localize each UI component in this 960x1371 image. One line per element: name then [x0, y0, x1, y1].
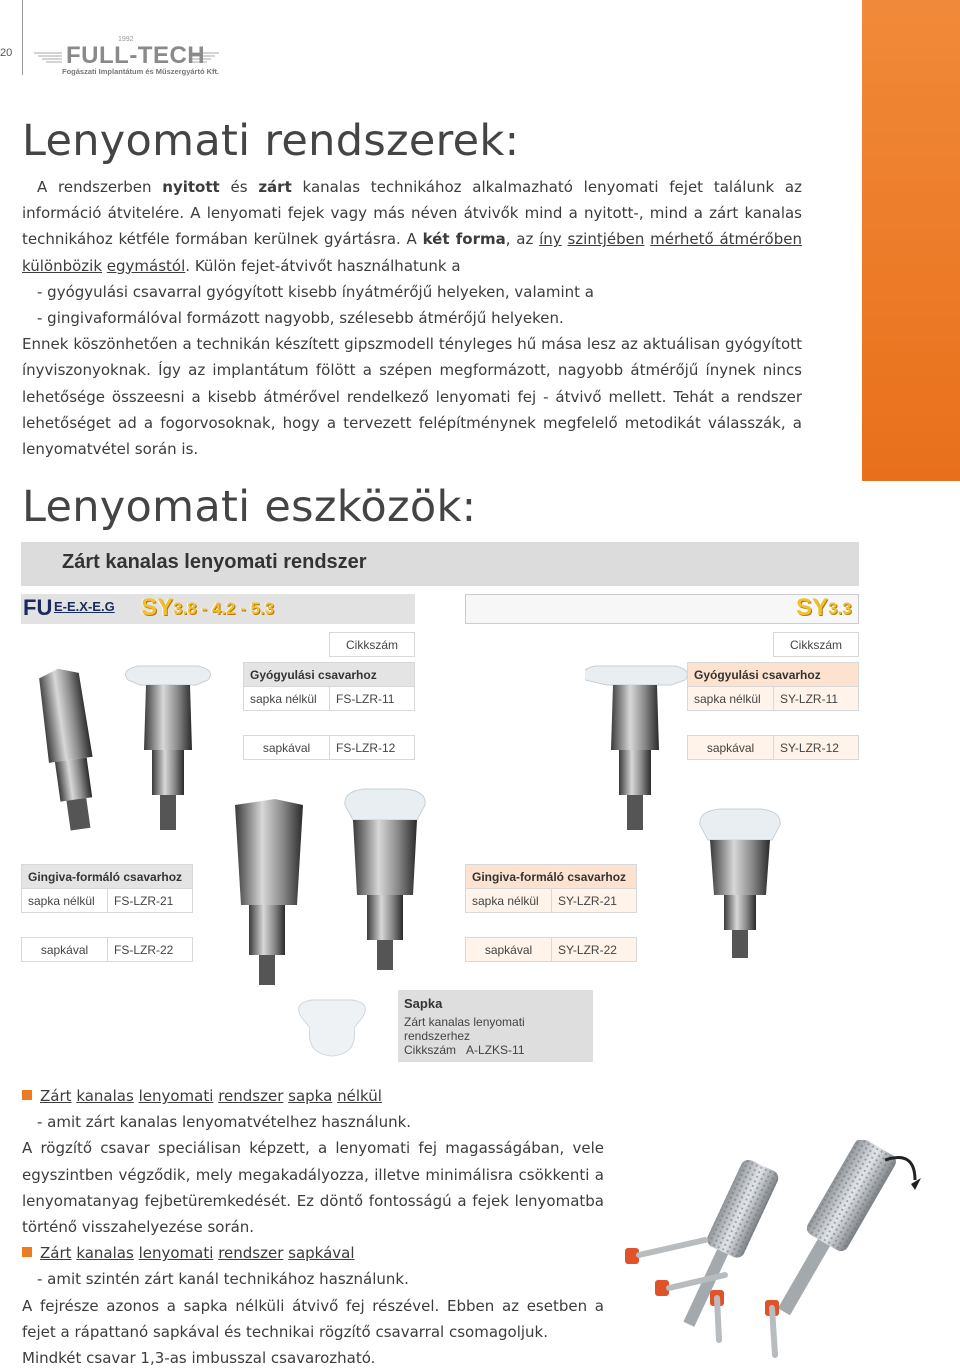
table-header: Gingiva-formáló csavarhoz	[22, 865, 193, 889]
intro-paragraph: A rendszerben nyitott és zárt kanalas technikához alkalmazható lenyomati fejet találunk az információ átvitelére. A lenyomati fejek vagy más néven átvivők mind a nyitott-, mind a zárt kanalas technikához kétféle formában kerülnek gyártásra. A két forma, az íny szintjében mérhető átmérőben különbözik egymástól. Külön fejet-átvivőt használhatunk a	[22, 178, 802, 275]
impression-coping-sy-image	[585, 640, 695, 850]
table-row: sapkával SY-LZR-12	[688, 736, 859, 760]
sy-sizes-right: 3.3	[828, 599, 852, 618]
table-row: sapkával FS-LZR-22	[22, 938, 193, 962]
table-header: Gingiva-formáló csavarhoz	[466, 865, 637, 889]
bottom-paragraph-1: A rögzítő csavar speciálisan képzett, a lenyomati fej magasságában, vele egyszintben végződik, mely megakadályozza, illetve minimálisra csökkenti a lenyomatanyag fejbetüremkedését. Ez döntő fontosságú a fejek lenyomatba történő visszahelyezése során.	[22, 1139, 604, 1237]
impression-coping-image	[28, 640, 238, 850]
sy-logo-right: SY	[796, 594, 829, 621]
table-header: Gyógyulási csavarhoz	[688, 663, 859, 687]
logo-year: 1992	[118, 36, 134, 43]
bullet1-subline: - amit zárt kanalas lenyomatvételhez használunk.	[37, 1113, 412, 1132]
bottom-paragraph-2: A fejrésze azonos a sapka nélküli átvivő fej részével. Ebben az esetben a fejet a rápattanó sapkával és technikai rögzítő csavarral csomagoljuk.	[22, 1296, 604, 1341]
cikkszam-header: Cikkszám	[330, 633, 415, 657]
gingiva-coping-image	[215, 775, 455, 985]
section1-body	[22, 174, 802, 462]
bottom-text	[22, 1083, 604, 1371]
table-row: sapkával SY-LZR-22	[466, 938, 637, 962]
section-band	[21, 542, 859, 586]
section-title-lenyomati-rendszerek: Lenyomati rendszerek:	[22, 116, 520, 166]
table-row: sapka nélkül FS-LZR-21	[22, 889, 193, 913]
company-logo	[34, 36, 219, 78]
table-row: sapka nélkül SY-LZR-21	[466, 889, 637, 913]
sapka-description: Zárt kanalas lenyomati rendszerhez	[404, 1015, 525, 1043]
screws-tools-image	[615, 1140, 955, 1365]
brand-strip-left	[21, 594, 415, 624]
brand-strip-right	[465, 594, 859, 624]
fu-logo: FU	[23, 595, 53, 620]
sapka-info-box	[398, 990, 593, 1062]
eexeg-logo: E-E.X-E.G	[54, 599, 115, 614]
list-line-2: - gingivaformálóval formázott nagyobb, szélesebb átmérőjű helyeken.	[37, 309, 564, 328]
table-row: sapka nélkül SY-LZR-11	[688, 687, 859, 711]
bullet-zart-sapka-nelkul: Zárt kanalas lenyomati rendszer sapka nélkül	[22, 1083, 604, 1109]
table-header: Gyógyulási csavarhoz	[244, 663, 415, 687]
bottom-paragraph-3: Mindkét csavar 1,3-as imbusszal csavarozható.	[22, 1349, 376, 1368]
orange-side-bar	[862, 0, 960, 481]
section-title-lenyomati-eszkozok: Lenyomati eszközök:	[22, 482, 477, 532]
table-row: sapka nélkül FS-LZR-11	[244, 687, 415, 711]
table-gingiva-right	[465, 864, 637, 962]
table-gyogyulasi-right	[687, 632, 859, 760]
bullet2-subline: - amit szintén zárt kanál technikához használunk.	[37, 1270, 409, 1289]
sapka-title: Sapka	[404, 996, 443, 1011]
list-line-1: - gyógyulási csavarral gyógyított kisebb ínyátmérőjű helyeken, valamint a	[37, 282, 594, 301]
table-gyogyulasi-left	[243, 632, 415, 760]
sy-sizes-left: 3.8 - 4.2 - 5.3	[173, 599, 275, 618]
sapka-cikkszam: Cikkszám A-LZKS-11	[404, 1043, 525, 1057]
bullet-zart-sapkaval: Zárt kanalas lenyomati rendszer sapkával	[22, 1240, 604, 1266]
orange-bullet-icon	[22, 1090, 32, 1100]
cikkszam-header: Cikkszám	[774, 633, 859, 657]
logo-subtitle: Fogászati Implantátum és Műszergyártó Kft.	[62, 67, 220, 76]
table-row: sapkával FS-LZR-12	[244, 736, 415, 760]
sy-logo-left: SY	[141, 594, 174, 621]
page-number: 20	[0, 47, 13, 59]
cap-image	[292, 988, 372, 1063]
gingiva-coping-sy-image	[690, 795, 800, 960]
header-divider	[22, 0, 23, 75]
logo-name: FULL-TECH	[66, 42, 206, 69]
table-gingiva-left	[21, 864, 193, 962]
closing-paragraph: Ennek köszönhetően a technikán készített gipszmodell tényleges hű mása lesz az aktuálisan gyógyított ínyviszonyoknak. Így az implantátum fölött a szépen megformázott, nagyobb átmérőjű ínynek nincs lehetősége összeesni a kisebb átmérővel rendelkező lenyomati fej - átvivő mellett. Tehát a rendszer lehetőséget ad a fogorvosoknak, hogy a tervezett felépítménynek megfelelő metodikát válasszák, a lenyomatvétel során is.	[22, 335, 802, 459]
orange-bullet-icon	[22, 1247, 32, 1257]
band-title: Zárt kanalas lenyomati rendszer	[62, 551, 367, 573]
